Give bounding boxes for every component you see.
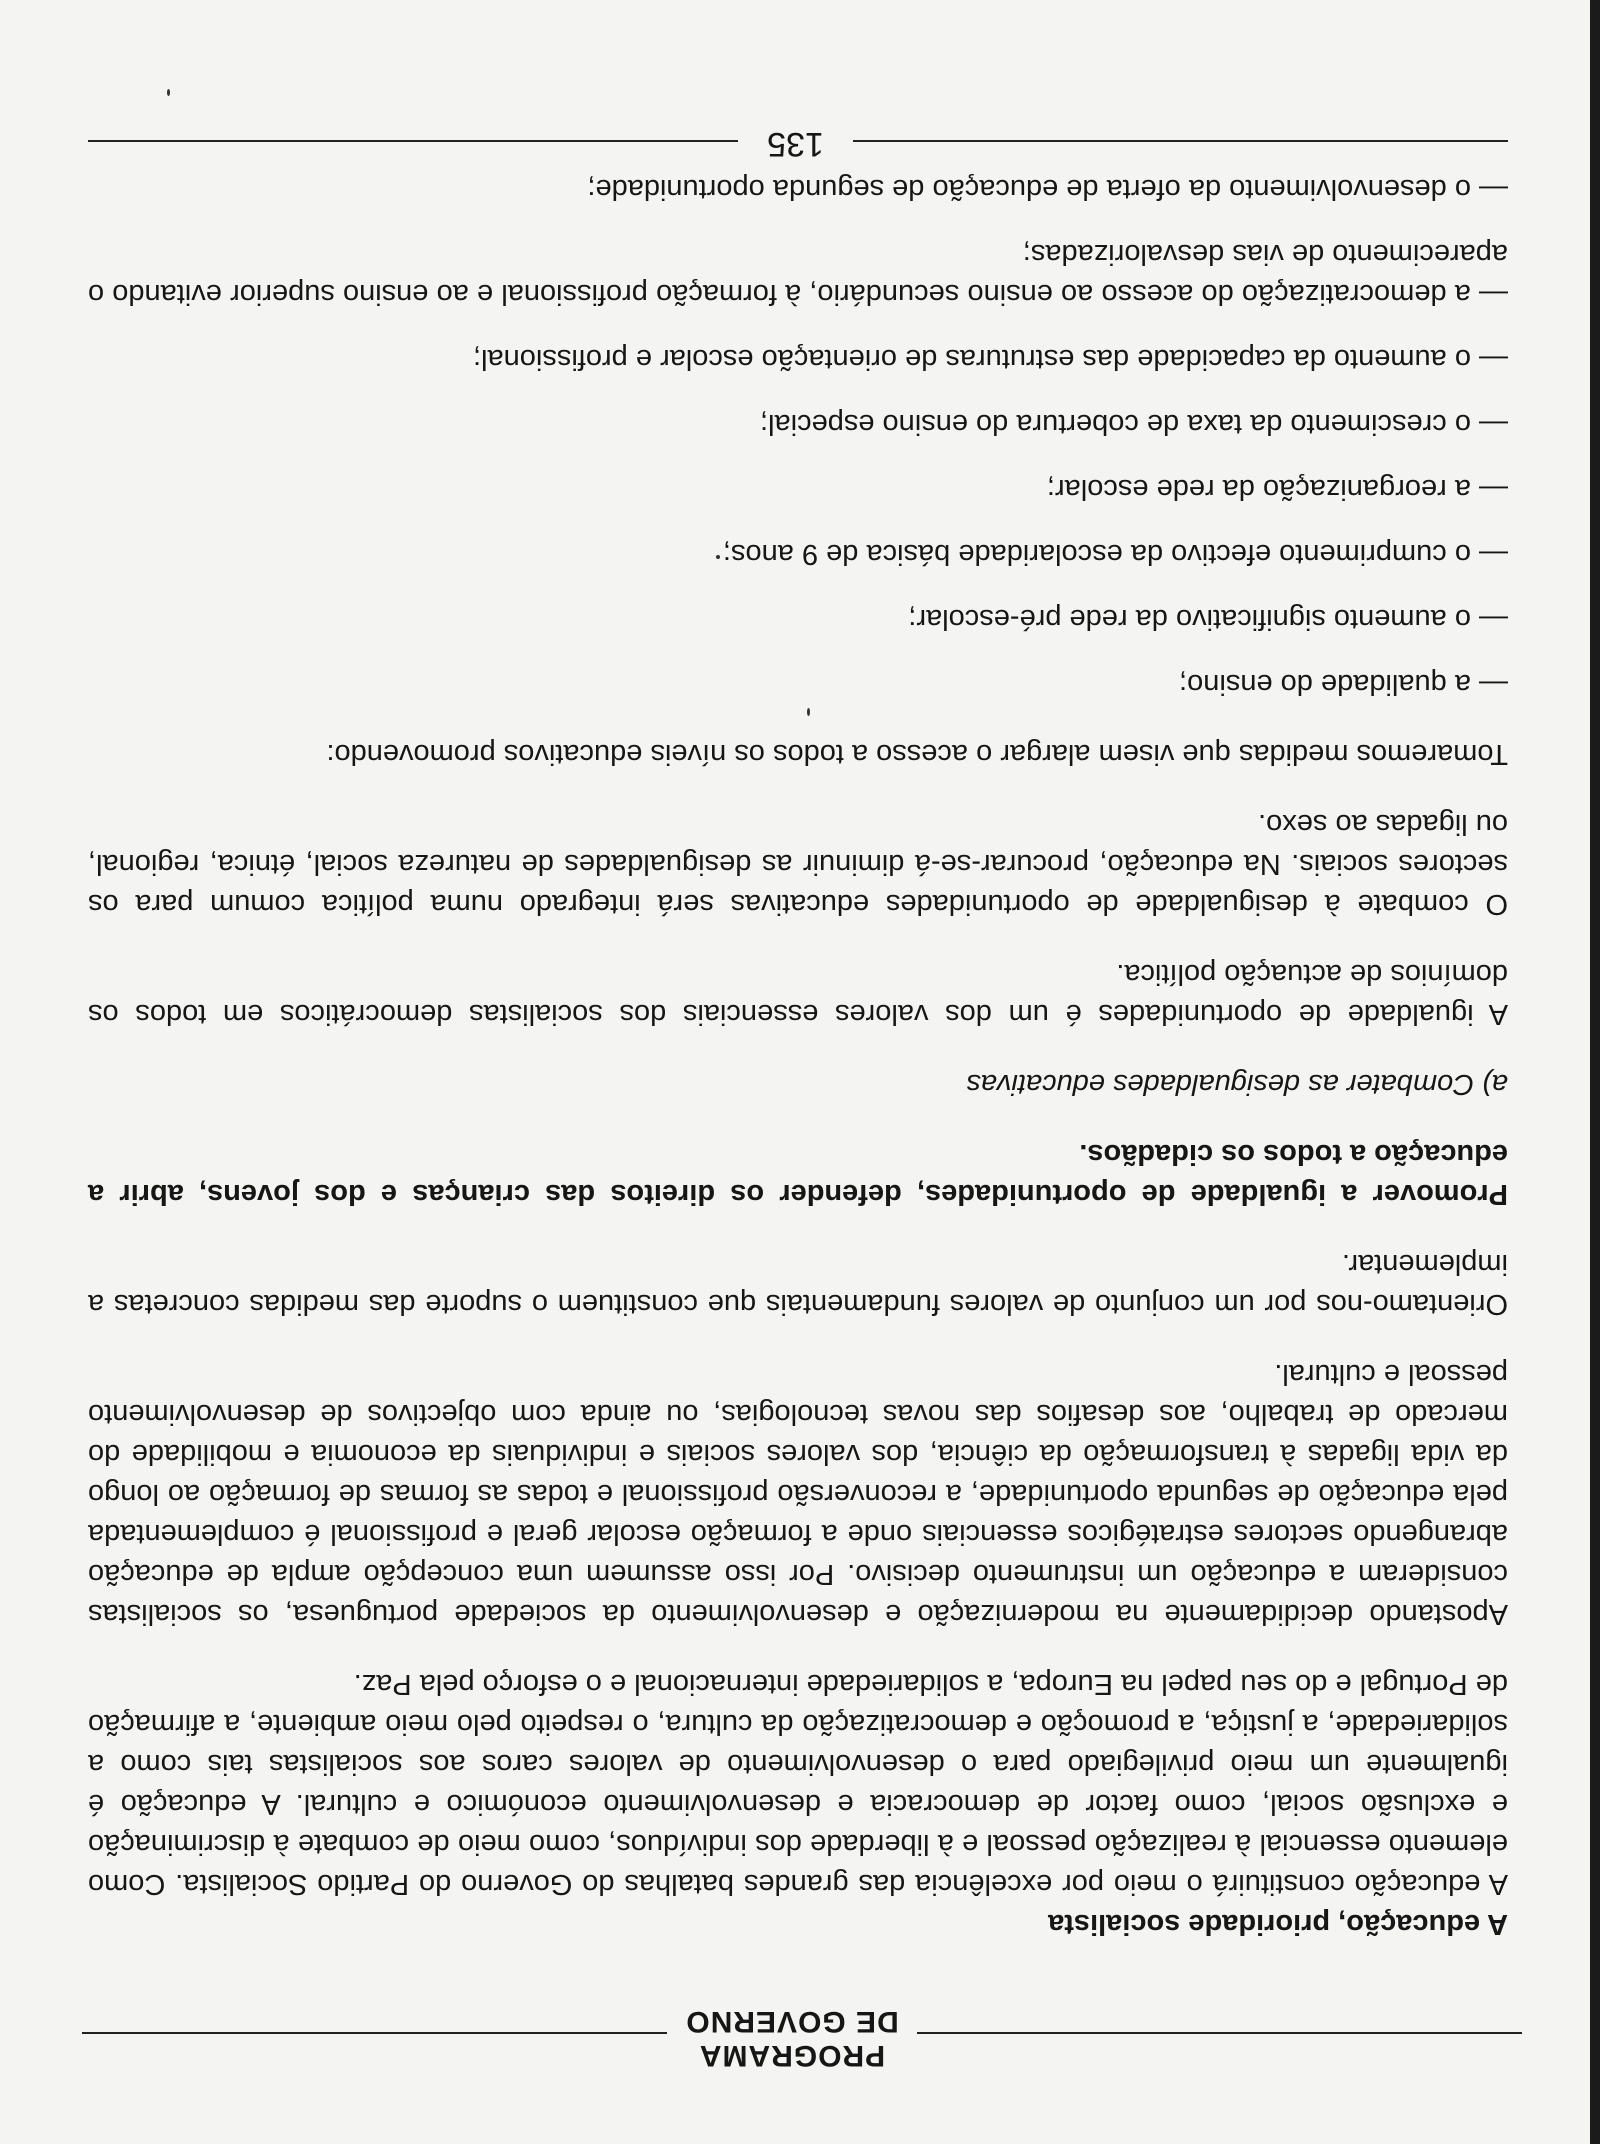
footer-rule-left [853,140,1508,142]
masthead-title [682,2004,902,2072]
subsection-paragraph-2: O combate à desigualdade de oportunidades educativas será integrado numa política comum para os sectores sociais. Na educação, procurar-se-á diminuir as desigualdades de natureza social, étnica, regional, ou ligadas ao sexo. [88,808,1508,920]
footer-rule-right [88,140,738,142]
main-content [88,144,1508,1944]
scan-speck [807,708,810,716]
paragraph-3: Orientamo-nos por um conjunto de valores fundamentais que constituem o suporte das medidas concretas a implementar. [88,1248,1508,1320]
page-footer [88,106,1508,166]
measures-list [88,169,1508,704]
masthead-title-line2: DE GOVERNO [685,2005,899,2038]
list-item: — o crescimento da taxa de cobertura do ensino especial; [760,408,1508,440]
section-heading: A educação, prioridade socialista [1048,1908,1508,1940]
list-item: — a qualidade do ensino; [1179,668,1508,700]
subsection-title: a) Combater as desigualdades educativas [966,1068,1508,1100]
list-item: — o aumento da capacidade das estruturas de orientação escolar e profissional; [473,343,1508,375]
scan-speck [716,555,720,559]
subheading: Promover a igualdade de oportunidades, defender os direitos das crianças e dos jovens, abrir a educação a todos os cidadãos. [88,1138,1508,1210]
scan-edge [1590,0,1600,2144]
masthead-title-line1: PROGRAMA [698,2039,886,2072]
list-item: — a democratização do acesso ao ensino secundário, à formação profissional e ao ensino superior evitando o aparecimento de vias desvalorizadas; [88,238,1508,310]
masthead-rule-left [917,2032,1522,2034]
paragraph-2: Apostando decididamente na modernização e desenvolvimento da sociedade portuguesa, os socialistas consideram a educação um instrumento decisivo. Por isso assumem uma concepção ampla de educação abrangendo sectores estratégicos essenciais onde a formação escolar geral e profissional é complementada pela educação de segunda oportunidade, a reconversão profissional e todas as formas de formação ao longo da vida ligadas à transformação da ciência, dos valores sociais e individuais da economia e mobilidade do mercado de trabalho, aos desafios das novas tecnologias, ou ainda com objectivos de desenvolvimento pessoal e cultural. [88,1358,1508,1630]
list-item: — o cumprimento efectivo da escolaridade básica de 9 anos; [722,538,1508,570]
list-item: — o aumento significativo da rede pré-escolar; [908,603,1508,635]
scan-speck [167,89,170,96]
page-number: 135 [767,125,824,163]
subsection-paragraph-3: Tomaremos medidas que visem alargar o acesso a todos os níveis educativos promovendo: [326,738,1508,770]
list-item: — o desenvolvimento da oferta de educação de segunda oportunidade; [587,173,1508,205]
masthead-rule-right [82,2032,667,2034]
subsection-paragraph-1: A igualdade de oportunidades é um dos valores essenciais dos socialistas democráticos em todos os domínios de actuação política. [88,958,1508,1030]
paragraph-1: A educação constituirá o meio por excelência das grandes batalhas do Governo do Partido Socialista. Como elemento essencial à realização pessoal e à liberdade dos indivíduos, como meio de combate à discriminação e exclusão social, como factor de democracia e desenvolvimento económico e cultural. A educação é igualmente um meio privilegiado para o desenvolvimento de valores caros aos socialistas tais como a solidariedade, a justiça, a promoção e democratização da cultura, o respeito pelo meio ambiente, a afirmação de Portugal e do seu papel na Europa, a solidariedade internacional e o esforço pela Paz. [88,1668,1508,1900]
masthead [82,1992,1522,2072]
list-item: — a reorganização da rede escolar; [1046,473,1508,505]
